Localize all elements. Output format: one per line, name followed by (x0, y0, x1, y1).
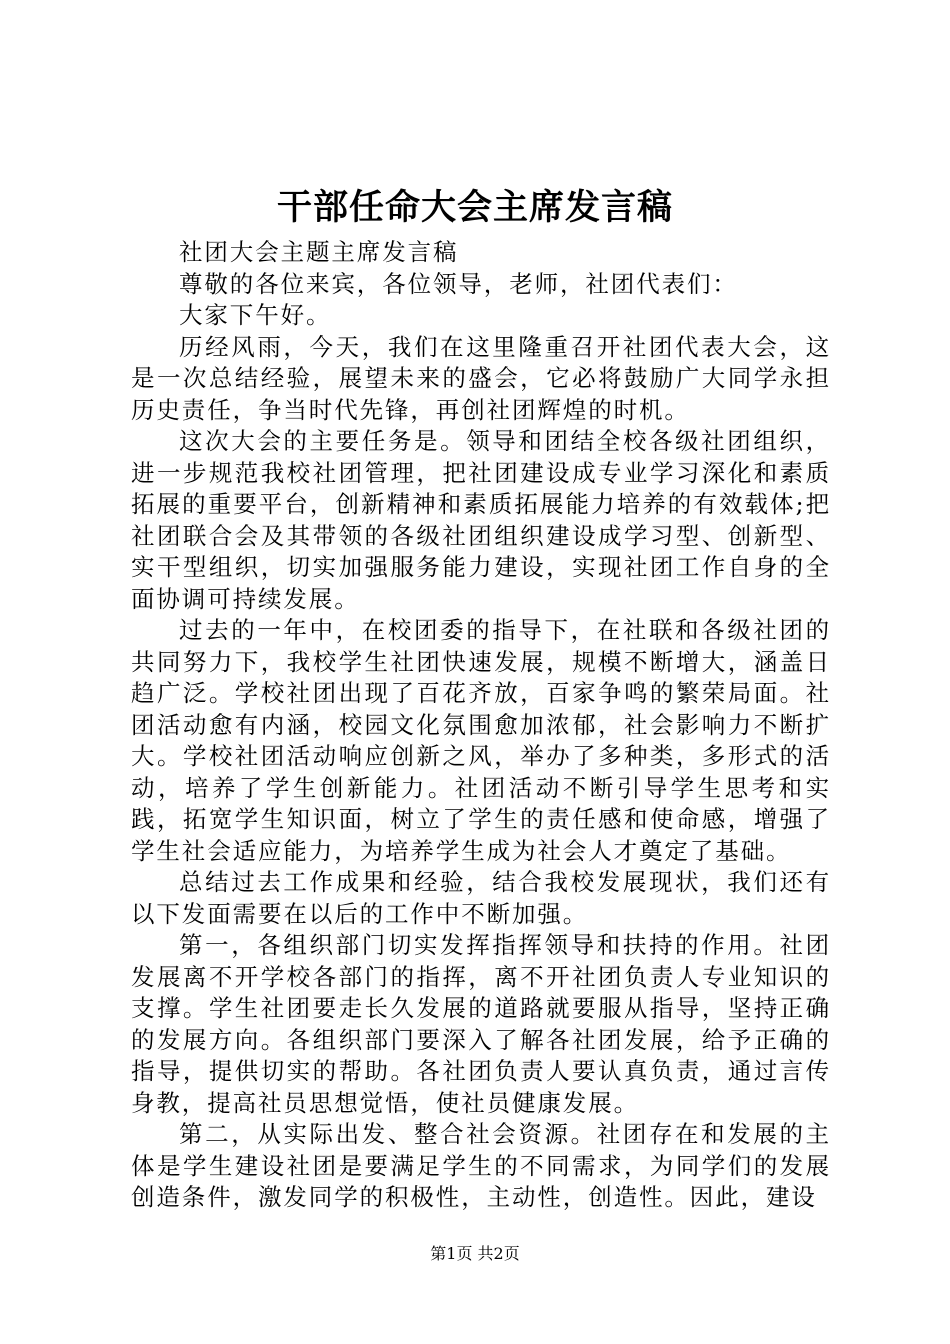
paragraph-main-task: 这次大会的主要任务是。领导和团结全校各级社团组织，进一步规范我校社团管理，把社团建设成专业学习深化和素质拓展的重要平台，创新精神和素质拓展能力培养的有效载体;把社团联合会及其带领的各级社团组织建设成学习型、创新型、实干型组织，切实加强服务能力建设，实现社团工作自身的全面协调可持续发展。 (131, 427, 831, 613)
page-number-footer: 第1页 共2页 (430, 1244, 520, 1263)
document-body (131, 237, 831, 1214)
paragraph-opening: 历经风雨，今天，我们在这里隆重召开社团代表大会，这是一次总结经验，展望未来的盛会，它必将鼓励广大同学永担历史责任，争当时代先锋，再创社团辉煌的时机。 (131, 332, 831, 424)
paragraph-salutation: 尊敬的各位来宾，各位领导，老师，社团代表们： (179, 269, 738, 298)
paragraph-point-one: 第一，各组织部门切实发挥指挥领导和扶持的作用。社团发展离不开学校各部门的指挥，离不开社团负责人专业知识的支撑。学生社团要走长久发展的道路就要服从指导，坚持正确的发展方向。各组织部门要深入了解各社团发展，给予正确的指导，提供切实的帮助。各社团负责人要认真负责，通过言传身教，提高社员思想觉悟，使社员健康发展。 (131, 931, 831, 1117)
paragraph-subtitle: 社团大会主题主席发言稿 (179, 238, 459, 266)
paragraph-point-two: 第二，从实际出发、整合社会资源。社团存在和发展的主体是学生建设社团是要满足学生的不同需求，为同学们的发展创造条件，激发同学的积极性，主动性，创造性。因此，建设 (131, 1120, 831, 1211)
paragraph-past-year: 过去的一年中，在校团委的指导下，在社联和各级社团的共同努力下，我校学生社团快速发展，规模不断增大，涵盖日趋广泛。学校社团出现了百花齐放，百家争鸣的繁荣局面。社团活动愈有内涵，校园文化氛围愈加浓郁，社会影响力不断扩大。学校社团活动响应创新之风，举办了多种类，多形式的活动，培养了学生创新能力。社团活动不断引导学生思考和实践，拓宽学生知识面，树立了学生的责任感和使命感，增强了学生社会适应能力，为培养学生成为社会人才奠定了基础。 (131, 616, 831, 865)
paragraph-greeting: 大家下午好。 (179, 301, 332, 329)
paragraph-summary: 总结过去工作成果和经验，结合我校发展现状，我们还有以下发面需要在以后的工作中不断加强。 (131, 868, 831, 928)
document-title: 干部任命大会主席发言稿 (276, 187, 673, 228)
